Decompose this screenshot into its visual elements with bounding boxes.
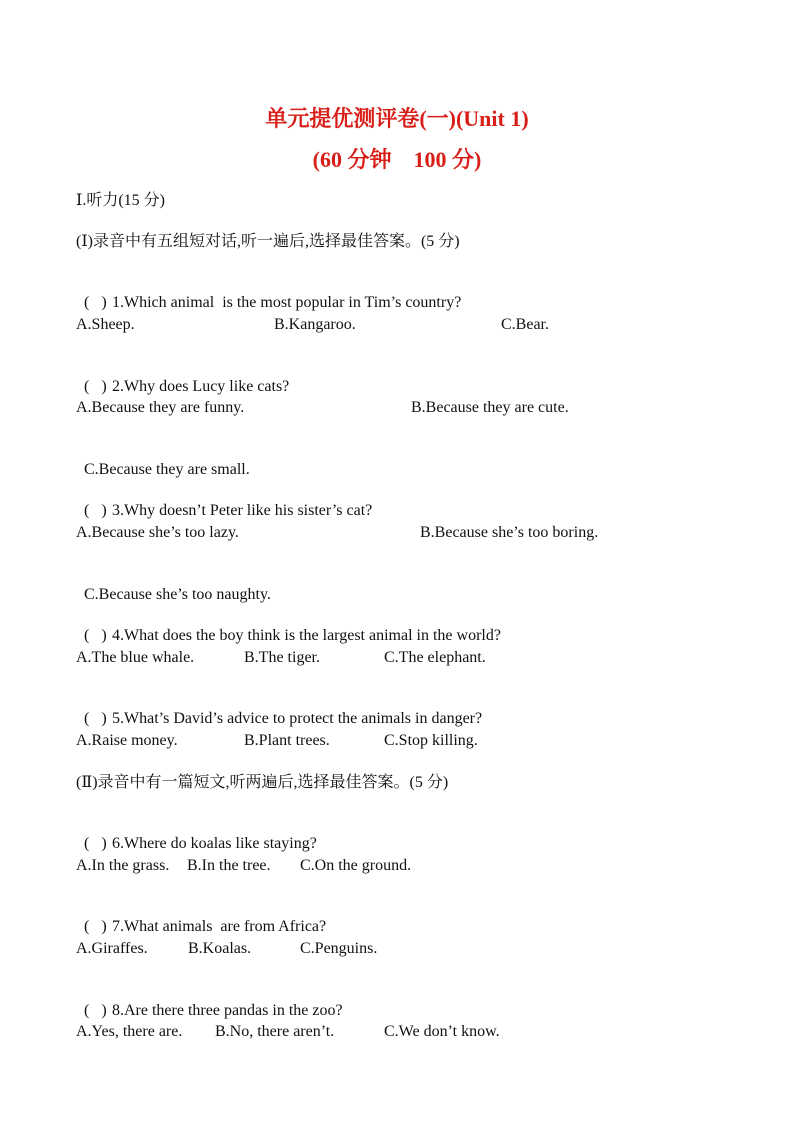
- answer-blank[interactable]: ( ): [84, 627, 107, 644]
- options-7: [76, 939, 716, 959]
- option-a[interactable]: A.The blue whale.: [76, 649, 195, 666]
- question-stem: 3.Why doesn’t Peter like his sister’s cat?: [112, 502, 373, 519]
- question-stem: 7.What animals are from Africa?: [112, 918, 327, 935]
- option-b[interactable]: B.No, there aren’t.: [215, 1023, 335, 1040]
- question-8: [76, 981, 343, 1021]
- option-b[interactable]: B.Koalas.: [188, 940, 252, 957]
- section-heading-listening: Ⅰ.听力(15 分): [76, 192, 165, 209]
- option-a[interactable]: A.Giraffes.: [76, 940, 148, 957]
- question-stem: 4.What does the boy think is the largest animal in the world?: [112, 627, 501, 644]
- option-b[interactable]: B.Because they are cute.: [411, 399, 569, 416]
- option-c[interactable]: C.We don’t know.: [384, 1023, 500, 1040]
- option-a[interactable]: A.Because she’s too lazy.: [76, 524, 239, 541]
- question-stem: 6.Where do koalas like staying?: [112, 835, 317, 852]
- question-stem: 8.Are there three pandas in the zoo?: [112, 1002, 343, 1019]
- question-4: [76, 606, 501, 646]
- answer-blank[interactable]: ( ): [84, 918, 107, 935]
- answer-blank[interactable]: ( ): [84, 710, 107, 727]
- options-8: [76, 1022, 716, 1042]
- option-a[interactable]: A.In the grass.: [76, 857, 170, 874]
- question-stem: 2.Why does Lucy like cats?: [112, 378, 290, 395]
- option-b[interactable]: B.Because she’s too boring.: [420, 524, 599, 541]
- option-c[interactable]: C.Because they are small.: [84, 461, 250, 478]
- option-b[interactable]: B.Plant trees.: [244, 732, 330, 749]
- option-a[interactable]: A.Because they are funny.: [76, 399, 245, 416]
- question-stem: 1.Which animal is the most popular in Tim’s country?: [112, 294, 462, 311]
- answer-blank[interactable]: ( ): [84, 835, 107, 852]
- options-4: [76, 648, 716, 668]
- part-instruction-1: (Ⅰ)录音中有五组短对话,听一遍后,选择最佳答案。(5 分): [76, 233, 460, 250]
- option-c[interactable]: C.Because she’s too naughty.: [84, 586, 271, 603]
- part-instruction-2: (Ⅱ)录音中有一篇短文,听两遍后,选择最佳答案。(5 分): [76, 774, 449, 791]
- option-c[interactable]: C.Bear.: [501, 316, 549, 333]
- options-2-c: [76, 440, 250, 480]
- option-b[interactable]: B.The tiger.: [244, 649, 320, 666]
- option-c[interactable]: C.The elephant.: [384, 649, 486, 666]
- question-3: [76, 481, 372, 521]
- question-5: [76, 689, 482, 729]
- options-3: [76, 523, 716, 543]
- page-title: 单元提优测评卷(一)(Unit 1): [265, 106, 529, 131]
- question-1: [76, 273, 461, 313]
- options-6: [76, 856, 716, 876]
- options-2: [76, 398, 716, 418]
- question-6: [76, 814, 317, 854]
- page-subtitle: (60 分钟 100 分): [312, 147, 482, 172]
- option-a[interactable]: A.Raise money.: [76, 732, 178, 749]
- option-c[interactable]: C.On the ground.: [300, 857, 412, 874]
- options-3-c: [76, 565, 271, 605]
- answer-blank[interactable]: ( ): [84, 378, 107, 395]
- option-b[interactable]: B.In the tree.: [187, 857, 271, 874]
- option-a[interactable]: A.Yes, there are.: [76, 1023, 183, 1040]
- options-5: [76, 731, 716, 751]
- answer-blank[interactable]: ( ): [84, 1002, 107, 1019]
- option-b[interactable]: B.Kangaroo.: [274, 316, 356, 333]
- question-stem: 5.What’s David’s advice to protect the animals in danger?: [112, 710, 483, 727]
- options-1: [76, 315, 716, 335]
- question-7: [76, 897, 326, 937]
- answer-blank[interactable]: ( ): [84, 294, 107, 311]
- answer-blank[interactable]: ( ): [84, 502, 107, 519]
- option-a[interactable]: A.Sheep.: [76, 316, 135, 333]
- option-c[interactable]: C.Penguins.: [300, 940, 378, 957]
- question-2: [76, 357, 289, 397]
- option-c[interactable]: C.Stop killing.: [384, 732, 478, 749]
